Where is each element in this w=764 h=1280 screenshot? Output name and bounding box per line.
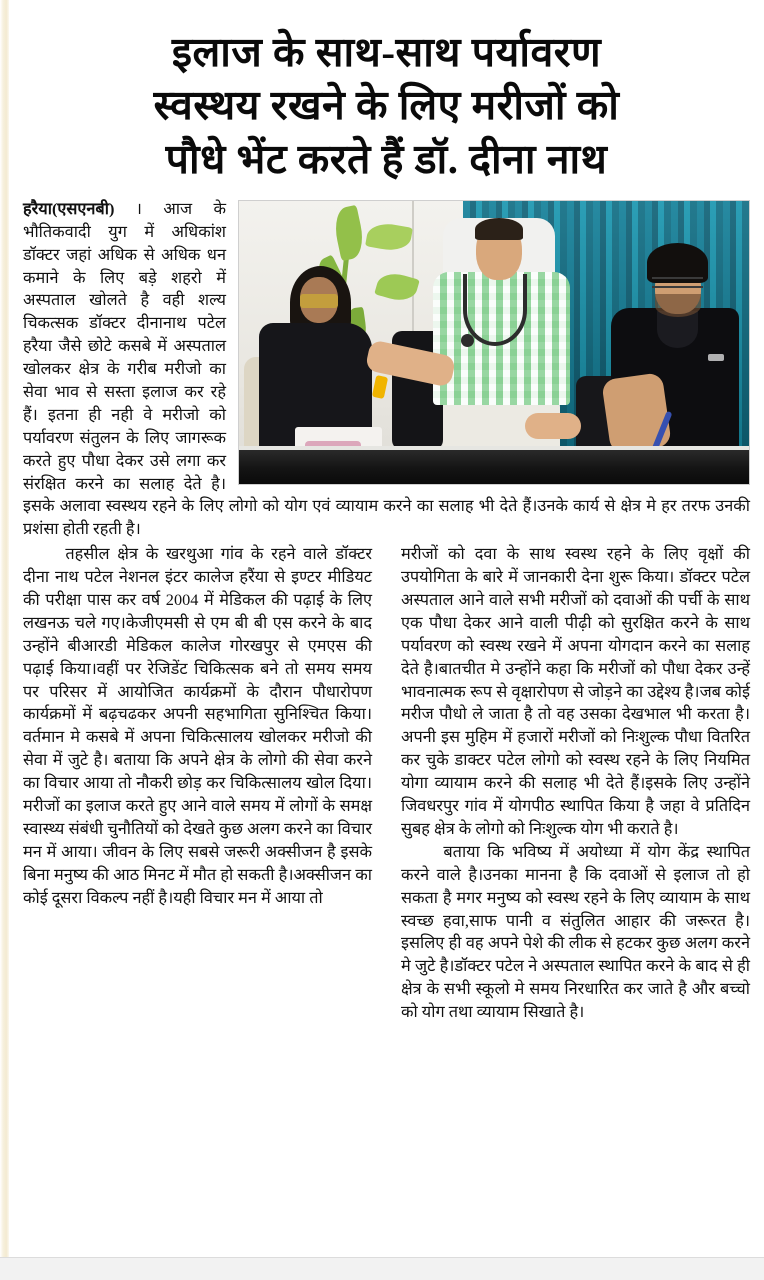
photo-assistant-glasses <box>652 277 703 288</box>
byline-separator: । <box>114 198 164 218</box>
article-photo <box>238 200 750 485</box>
photo-patient-face-blur <box>300 294 338 308</box>
headline-line-3: पौधे भेंट करते हैं डॉ. दीना नाथ <box>165 135 608 182</box>
headline <box>9 0 764 192</box>
column-left <box>23 543 372 1024</box>
photo-assistant-beard <box>655 294 701 317</box>
photo-stethoscope-bell <box>461 334 474 347</box>
headline-line-2: स्वस्थय रखने के लिए मरीजों को <box>153 82 620 129</box>
article-body <box>9 192 764 1024</box>
paragraph: तहसील क्षेत्र के खरथुआ गांव के रहने वाले डॉक्टर दीना नाथ पटेल नेशनल इंटर कालेज हरैंया से इण्टर मीडियट की परीक्षा पास कर वर्ष 2004 में मेडिकल की पढ़ाई के लिए लखनऊ चले गए।केजीएमसी से एम बी बी एस करने के बाद उन्होंने बीआरडी मेडिकल कालेज गोरखपुर से एमएस की पढ़ाई किया।वहीं पर रेजिडेंट चिकित्सक बने तो समय समय पर परिसर में आयोजित कार्यक्रमों के दौरान पौधारोपण कार्यक्रमों में बढ़चढकर अपनी सहभागिता सुनिश्चित किया।वर्तमान मे कसबे में अपना चिकित्सालय खोलकर मरीजो की सेवा में जुटे है। बताया कि अपने क्षेत्र के लोगो की सेवा करने का विचार आया तो नौकरी छोड़ कर चिकित्सालय खोल दिया।मरीजों का इलाज करते हुए आने वाले समय में लोगों के समक्ष स्वास्थ्य संबंधी चुनौतियों को देखते कुछ अलग करने का विचार मन में आया। जीवन के लिए सबसे जरूरी अक्सीजन है इसके बिना मनुष्य की आठ मिनट में मौत हो सकती है।अक्सीजन का कोई दूसरा विकल्प नहीं है।यही विचार मन में आया तो <box>23 544 372 907</box>
newspaper-page <box>9 0 764 1258</box>
photo-doctor-hair <box>475 218 523 241</box>
column-divider <box>386 543 387 1024</box>
photo-assistant-arm <box>601 372 672 453</box>
article-columns <box>23 543 750 1024</box>
photo-wall-seam <box>412 201 414 348</box>
lede-text: आज के भौतिकवादी युग में अधिकांश डॉक्टर जहां अधिक से अधिक धन कमाने के लिए बड़े शहरो में अस्पताल खोलते है वही शल्य चिकत्सक डॉक्टर दीनानाथ पटेल हरैया जैसे छोटे कसबे में अस्पताल खोलकर क्षेत्र के गरीब मरीजो का सेवा भाव से सस्ता इलाज कर रहे हैं। इतना ही नही वे मरीजो को पर्यावरण संतुलन के लिए जागरूक करते हुए पौधा देकर उसे लगा कर संरक्षित करने का सलाह देते है। इसके अलावा स्वस्थय रहने के लिए लोगो को योग एवं व्यायाम करने का सलाह भी देते हैं।उनके कार्य से क्षेत्र मे हर तरफ उनकी प्रशंसा होती रहती है। <box>23 198 750 539</box>
column-right <box>401 543 750 1024</box>
photo-doctor-hand <box>525 413 581 438</box>
scan-edge-strip-left <box>0 0 9 1258</box>
byline: हरैया(एसएनबी) <box>23 198 115 218</box>
headline-line-1: इलाज के साथ-साथ पर्यावरण <box>171 29 602 75</box>
paragraph: बताया कि भविष्य में अयोध्या में योग केंद्र स्थापित करने वाले है।उनका मानना है कि दवाओं से इलाज तो हो सकता है मगर मनुष्य को स्वस्थ रहने के लिए व्यायाम के साथ स्वच्छ हवा,साफ पानी व संतुलित आहार की जरूरत है।इसलिए ही वह अपने पेशे की लीक से हटकर कुछ अलग करने मे जुटे है।डॉक्टर पटेल ने अस्पताल स्थापित करने के बाद से ही क्षेत्र के सभी स्कूलो मे समय निरधारित कर जाते है और बच्चो को योग तथा व्यायाम सिखाते है। <box>401 841 750 1022</box>
photo-assistant-shirt-logo <box>708 354 724 361</box>
scan-edge-strip-bottom <box>0 1257 764 1280</box>
paragraph: मरीजों को दवा के साथ स्वस्थ रहने के लिए वृक्षों की उपयोगिता के बारे में जानकारी देना शुरू किया। डॉक्टर पटेल अस्पताल आने वाले सभी मरीजों को दवाओं की पर्ची के साथ एक पौधा देकर आने वाली पीढ़ी को सुरक्षित करने के साथ पर्यावरण को स्वस्थ रखने में अपना योगदान करने का सलाह देते है।बातचीत मे उन्होंने कहा कि मरीजों को पौधा देकर उन्हें भावनात्मक रूप से वृक्षारोपण से जोड़ने का उद्देश्य है।जब कोई मरीज पौधो ले जाता है तो वह उसका देखभाल भी करता है। अपनी इस मुहिम में हजारों मरीजों को निःशुल्क पौधा वितरित कर चुके डाक्टर पटेल लोगो को स्वस्थ रहने के लिए नियमित योगा व्यायाम करने की सलाह भी देते हैं।इसके लिए उन्होंने जिवधरपुर गांव में योगपीठ स्थापित किया है जहा वे प्रतिदिन सुबह क्षेत्र के लोगो को निःशुल्क योग भी कराते है। <box>401 544 750 838</box>
photo-desk <box>239 450 749 484</box>
